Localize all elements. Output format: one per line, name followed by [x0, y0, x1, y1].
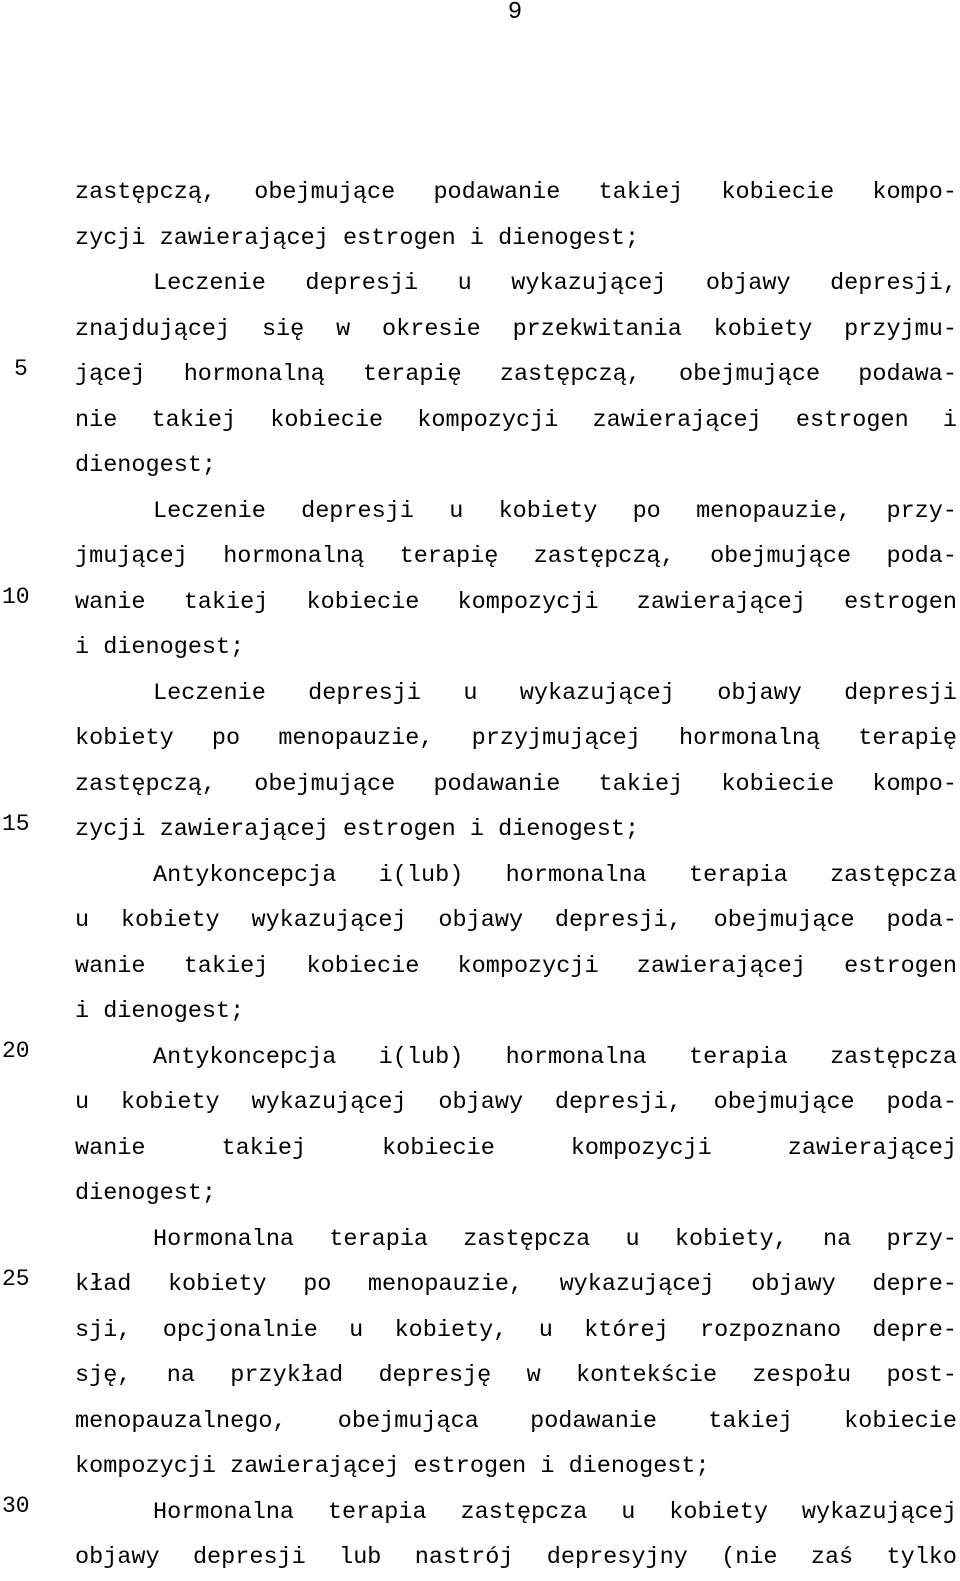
text-line: zycji zawierającej estrogen i dienogest;: [75, 816, 640, 843]
line-number-margin: [0, 0, 60, 1569]
line-number-10: 10: [2, 584, 30, 610]
text-line: wanie takiej kobiecie kompozycji zawierającej: [75, 1134, 957, 1162]
paragraph-start-line: Hormonalna terapia zastępcza u kobiety, na przy-: [153, 1225, 957, 1253]
text-line: wanie takiej kobiecie kompozycji zawierającej estrogen: [75, 588, 957, 616]
text-line: dienogest;: [75, 1180, 217, 1207]
text-line: kompozycji zawierającej estrogen i dienogest;: [75, 1453, 710, 1480]
page-number: 9: [507, 0, 523, 26]
text-line: jmującej hormonalną terapię zastępczą, obejmujące poda-: [75, 543, 957, 570]
line-number-15: 15: [2, 811, 30, 837]
text-line: sji, opcjonalnie u kobiety, u której rozpoznano depre-: [75, 1316, 957, 1344]
text-line: i dienogest;: [75, 998, 245, 1025]
text-line: jącej hormonalną terapię zastępczą, obejmujące podawa-: [75, 361, 957, 388]
text-line: sję, na przykład depresję w kontekście zespołu post-: [75, 1362, 957, 1389]
paragraph-start-line: Antykoncepcja i(lub) hormonalna terapia zastępcza: [153, 1043, 957, 1071]
text-line: nie takiej kobiecie kompozycji zawierającej estrogen i: [75, 406, 957, 434]
line-number-25: 25: [2, 1266, 30, 1292]
line-number-30: 30: [2, 1493, 30, 1519]
text-line: u kobiety wykazującej objawy depresji, obejmujące poda-: [75, 907, 957, 934]
text-line: objawy depresji lub nastrój depresyjny (nie zaś tylko: [75, 1544, 957, 1571]
text-line: dienogest;: [75, 452, 217, 479]
text-line: u kobiety wykazującej objawy depresji, obejmujące poda-: [75, 1089, 957, 1116]
text-line: kład kobiety po menopauzie, wykazującej objawy depre-: [75, 1271, 957, 1298]
text-line: kobiety po menopauzie, przyjmującej hormonalną terapię: [75, 725, 957, 752]
paragraph-start-line: Leczenie depresji u kobiety po menopauzie, przy-: [153, 497, 957, 525]
text-line: zycji zawierającej estrogen i dienogest;: [75, 224, 640, 252]
text-line: zastępczą, obejmujące podawanie takiej kobiecie kompo-: [75, 770, 957, 798]
text-line: menopauzalnego, obejmująca podawanie takiej kobiecie: [75, 1407, 957, 1435]
line-number-20: 20: [2, 1038, 30, 1064]
text-line: zastępczą, obejmujące podawanie takiej kobiecie kompo-: [75, 179, 957, 206]
text-line: i dienogest;: [75, 634, 245, 661]
text-line: znajdującej się w okresie przekwitania kobiety przyjmu-: [75, 315, 957, 343]
paragraph-start-line: Hormonalna terapia zastępcza u kobiety wykazującej: [153, 1498, 957, 1526]
paragraph-start-line: Leczenie depresji u wykazującej objawy depresji,: [153, 270, 957, 297]
paragraph-start-line: Leczenie depresji u wykazującej objawy depresji: [153, 679, 957, 707]
text-line: wanie takiej kobiecie kompozycji zawierającej estrogen: [75, 952, 957, 980]
line-number-5: 5: [14, 356, 28, 382]
document-body: [75, 170, 957, 1581]
paragraph-start-line: Antykoncepcja i(lub) hormonalna terapia zastępcza: [153, 861, 957, 889]
